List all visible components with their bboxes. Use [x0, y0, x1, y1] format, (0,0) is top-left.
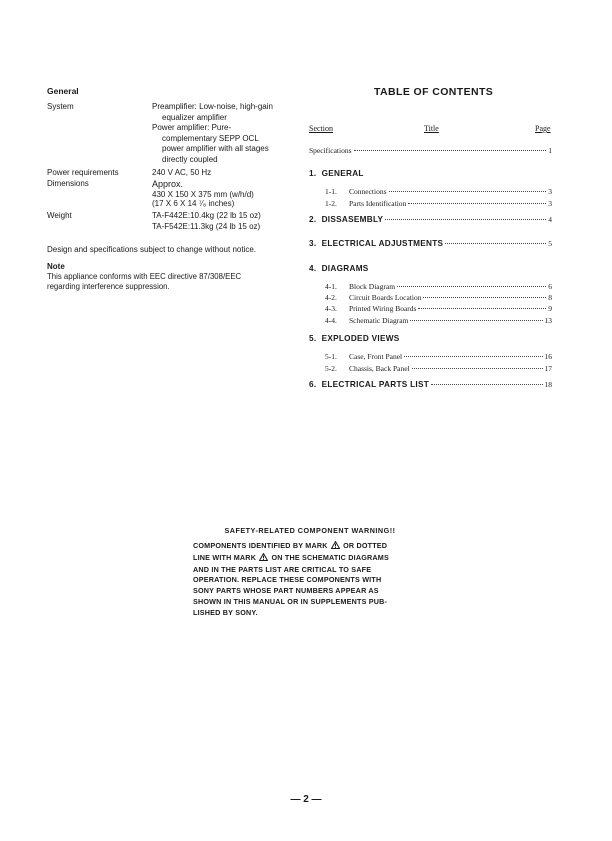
page-number: — 2 —	[290, 794, 322, 805]
toc-section-number: 6.	[309, 380, 317, 389]
toc-section-number: 1.	[309, 169, 317, 178]
spec-line: directly coupled	[162, 154, 218, 164]
toc-section-electrical-adjustments[interactable]	[309, 239, 552, 250]
toc-leader	[431, 384, 542, 385]
toc-leader	[354, 150, 547, 151]
spec-value-weight	[152, 211, 297, 232]
toc-header-section: Section	[309, 124, 333, 133]
toc-entry-title: Printed Wiring Boards	[349, 304, 417, 313]
spec-line: power amplifier with all stages	[162, 144, 269, 153]
toc-entry-title: Specifications	[309, 146, 352, 155]
toc-entry-title: Chassis, Back Panel	[349, 364, 410, 373]
spec-line: equalizer amplifier	[162, 112, 227, 122]
spec-line: 430 X 150 X 375 mm (w/h/d)	[152, 189, 254, 199]
toc-entry-page: 5	[548, 239, 552, 248]
toc-header-page: Page	[535, 124, 551, 133]
warning-line: SONY PARTS WHOSE PART NUMBERS APPEAR AS	[193, 586, 379, 596]
toc-entry-block-diagram[interactable]	[325, 276, 552, 291]
toc-entry-schematic-diagram[interactable]	[325, 310, 552, 325]
toc-entry-number: 4-4.	[325, 316, 337, 325]
toc-entry-page: 1	[548, 146, 552, 155]
note-line: This appliance conforms with EEC directive 87/308/EEC	[47, 272, 242, 281]
safety-warning-title: SAFETY-RELATED COMPONENT WARNING!!	[224, 526, 396, 535]
toc-entry-page: 3	[548, 199, 552, 208]
spec-value-power: 240 V AC, 50 Hz	[152, 168, 212, 177]
toc-entry-page: 18	[544, 380, 552, 389]
toc-leader	[412, 368, 543, 369]
toc-entry-number: 4-2.	[325, 293, 337, 302]
note-heading: Note	[47, 262, 65, 271]
toc-entry-title: Connections	[349, 187, 387, 196]
toc-entry-page: 17	[544, 364, 552, 373]
toc-section-number: 4.	[309, 264, 317, 273]
spec-heading: General	[47, 86, 79, 96]
toc-leader	[389, 191, 547, 192]
toc-leader	[418, 308, 546, 309]
note-line: regarding interference suppression.	[47, 282, 170, 291]
warning-triangle-icon	[331, 541, 340, 553]
toc-entry-page: 8	[548, 293, 552, 302]
toc-section-title: GENERAL	[321, 169, 364, 178]
toc-entry-page: 9	[548, 304, 552, 313]
warning-text-segment: OR DOTTED	[343, 541, 388, 550]
toc-section-diagrams[interactable]	[309, 264, 369, 273]
toc-entry-title: Block Diagram	[349, 282, 396, 291]
toc-entry-number: 1-2.	[325, 199, 337, 208]
toc-entry-parts-identification[interactable]	[325, 193, 552, 208]
toc-entry-page: 6	[548, 282, 552, 291]
toc-section-general[interactable]	[309, 169, 364, 178]
spec-label-power: Power requirements	[47, 168, 119, 177]
toc-section-dissasembly[interactable]	[309, 215, 552, 226]
warning-line: AND IN THE PARTS LIST ARE CRITICAL TO SAFE	[193, 564, 372, 574]
toc-entry-page: 3	[548, 187, 552, 196]
toc-entry-number: 4-3.	[325, 304, 337, 313]
toc-section-exploded-views[interactable]	[309, 334, 400, 343]
warning-triangle-icon	[259, 553, 268, 565]
toc-header-title: Title	[424, 124, 439, 133]
note-text	[47, 272, 297, 292]
warning-text-segment: LINE WITH MARK	[193, 552, 257, 562]
toc-entry-title: Schematic Diagram	[349, 316, 409, 325]
spec-label-weight: Weight	[47, 211, 72, 220]
toc-leader	[408, 203, 546, 204]
warning-line: LISHED BY SONY.	[193, 607, 258, 617]
toc-entry-title: Parts Identification	[349, 199, 407, 208]
toc-entry-title: Circuit Boards Location	[349, 293, 422, 302]
toc-entry-title: Case, Front Panel	[349, 352, 403, 361]
toc-entry-connections[interactable]	[325, 181, 552, 196]
toc-leader	[445, 243, 546, 244]
spec-label-dimensions: Dimensions	[47, 179, 89, 188]
warning-line: OPERATION. REPLACE THESE COMPONENTS WITH	[193, 575, 382, 585]
safety-warning-text	[193, 541, 425, 619]
toc-section-title: DISSASEMBLY	[321, 215, 384, 224]
toc-entry-number: 5-1.	[325, 352, 337, 361]
spec-value-system	[152, 102, 297, 165]
toc-section-title: EXPLODED VIEWS	[321, 334, 400, 343]
toc-entry-number: 4-1.	[325, 282, 337, 291]
spec-line: (17 X 6 X 14 ⁷⁄₈ inches)	[152, 198, 235, 208]
toc-entry-page: 4	[548, 215, 552, 224]
toc-entry-page: 16	[544, 352, 552, 361]
toc-section-title: DIAGRAMS	[321, 264, 369, 273]
toc-section-electrical-parts-list[interactable]	[309, 380, 552, 391]
toc-entry-page: 13	[544, 316, 552, 325]
warning-text-segment: COMPONENTS IDENTIFIED BY MARK	[193, 541, 328, 550]
toc-leader	[404, 356, 542, 357]
toc-section-title: ELECTRICAL PARTS LIST	[321, 380, 430, 389]
toc-section-number: 3.	[309, 239, 317, 248]
spec-line: Preamplifier: Low-noise, high-gain	[152, 102, 273, 111]
spec-line: complementary SEPP OCL	[162, 133, 259, 143]
warning-text-segment: ON THE SCHEMATIC DIAGRAMS	[271, 552, 389, 562]
toc-entry-number: 5-2.	[325, 364, 337, 373]
toc-title: TABLE OF CONTENTS	[374, 86, 494, 98]
toc-entry-printed-wiring-boards[interactable]	[325, 298, 552, 313]
spec-line: Power amplifier: Pure-	[152, 123, 232, 132]
toc-section-number: 2.	[309, 215, 317, 224]
toc-section-title: ELECTRICAL ADJUSTMENTS	[321, 239, 444, 248]
toc-leader	[385, 219, 546, 220]
spec-line: Approx.	[152, 179, 184, 189]
toc-entry-chassis-back-panel[interactable]	[325, 358, 552, 373]
warning-line: SHOWN IN THIS MANUAL OR IN SUPPLEMENTS PUB-	[193, 596, 388, 606]
toc-leader	[410, 320, 542, 321]
toc-section-number: 5.	[309, 334, 317, 343]
toc-entry-number: 1-1.	[325, 187, 337, 196]
toc-entry-specifications[interactable]	[309, 146, 552, 157]
spec-line: TA-F542E:11.3kg (24 lb 15 oz)	[152, 221, 261, 231]
spec-value-dimensions	[152, 179, 297, 208]
spec-label-system: System	[47, 102, 74, 111]
spec-disclaimer: Design and specifications subject to change without notice.	[47, 245, 257, 254]
toc-entry-circuit-boards-location[interactable]	[325, 287, 552, 302]
spec-line: TA-F442E:10.4kg (22 lb 15 oz)	[152, 211, 261, 220]
toc-entry-case-front-panel[interactable]	[325, 346, 552, 361]
